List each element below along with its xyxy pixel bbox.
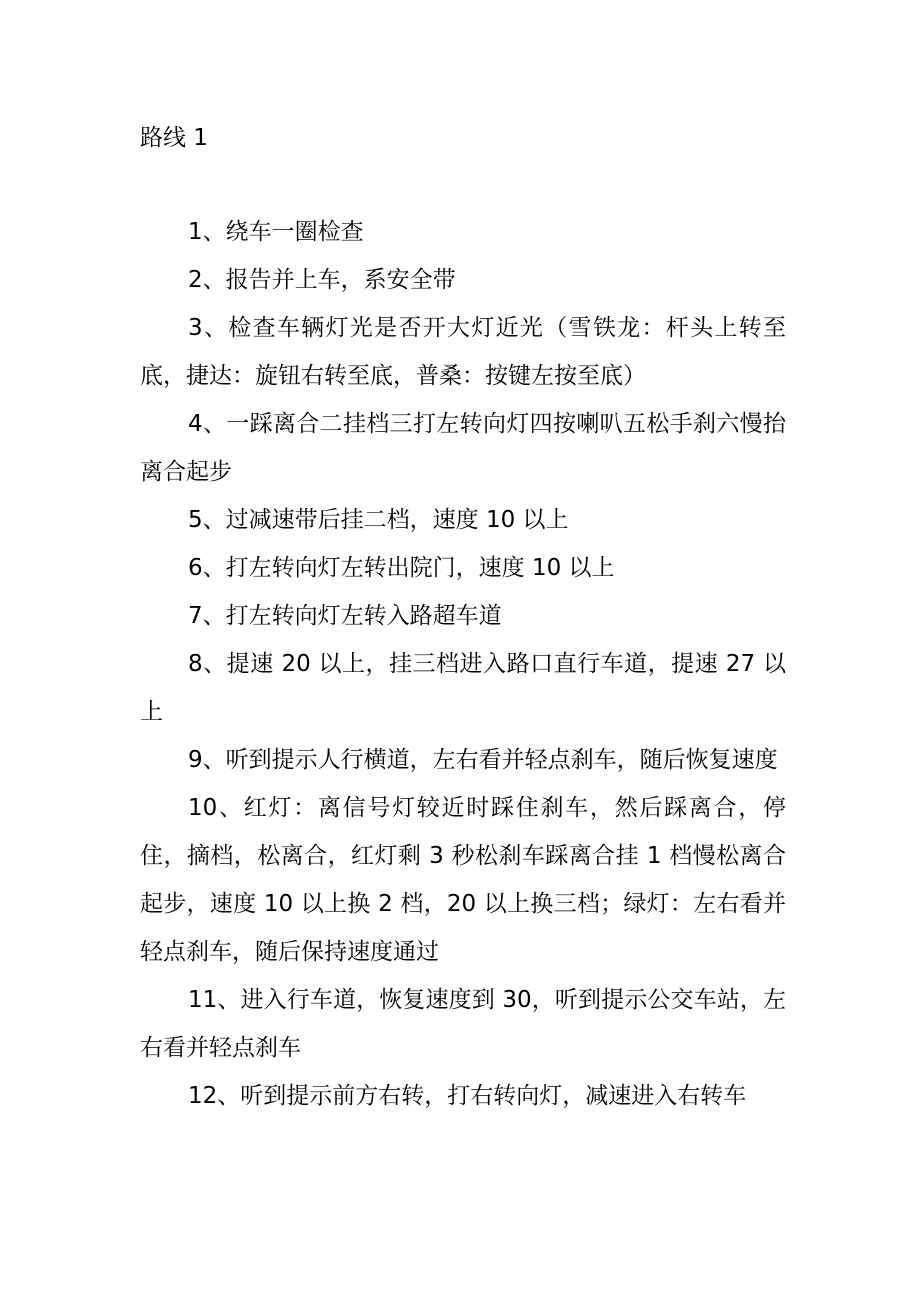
list-item-6: 6、打左转向灯左转出院门，速度 10 以上 xyxy=(188,555,615,581)
list-item-2: 2、报告并上车，系安全带 xyxy=(188,267,456,293)
list-item-9: 9、听到提示人行横道，左右看并轻点刹车，随后恢复速度 xyxy=(188,747,778,773)
document-body xyxy=(140,208,786,1120)
list-item-7: 7、打左转向灯左转入路超车道 xyxy=(188,603,502,629)
list-item-1: 1、绕车一圈检查 xyxy=(188,219,364,245)
list-item-12: 12、听到提示前方右转，打右转向灯，减速进入右转车 xyxy=(188,1083,747,1109)
list-item-4: 4、一踩离合二挂档三打左转向灯四按喇叭五松手刹六慢抬离合起步 xyxy=(140,411,786,485)
list-item-5: 5、过减速带后挂二档，速度 10 以上 xyxy=(188,507,569,533)
list-item-10: 10、红灯：离信号灯较近时踩住刹车，然后踩离合，停住，摘档，松离合，红灯剩 3 秒松刹车踩离合挂 1 档慢松离合起步，速度 10 以上换 2 档，20 以上换三档；绿灯：左右看并轻点刹车，随后保持速度通过 xyxy=(140,795,786,965)
document-title: 路线 1 xyxy=(140,125,208,151)
list-item-8: 8、提速 20 以上，挂三档进入路口直行车道，提速 27 以上 xyxy=(140,651,786,725)
list-item-3: 3、检查车辆灯光是否开大灯近光（雪铁龙：杆头上转至底，捷达：旋钮右转至底，普桑：按键左按至底） xyxy=(140,315,786,389)
list-item-11: 11、进入行车道，恢复速度到 30，听到提示公交车站，左右看并轻点刹车 xyxy=(140,987,786,1061)
